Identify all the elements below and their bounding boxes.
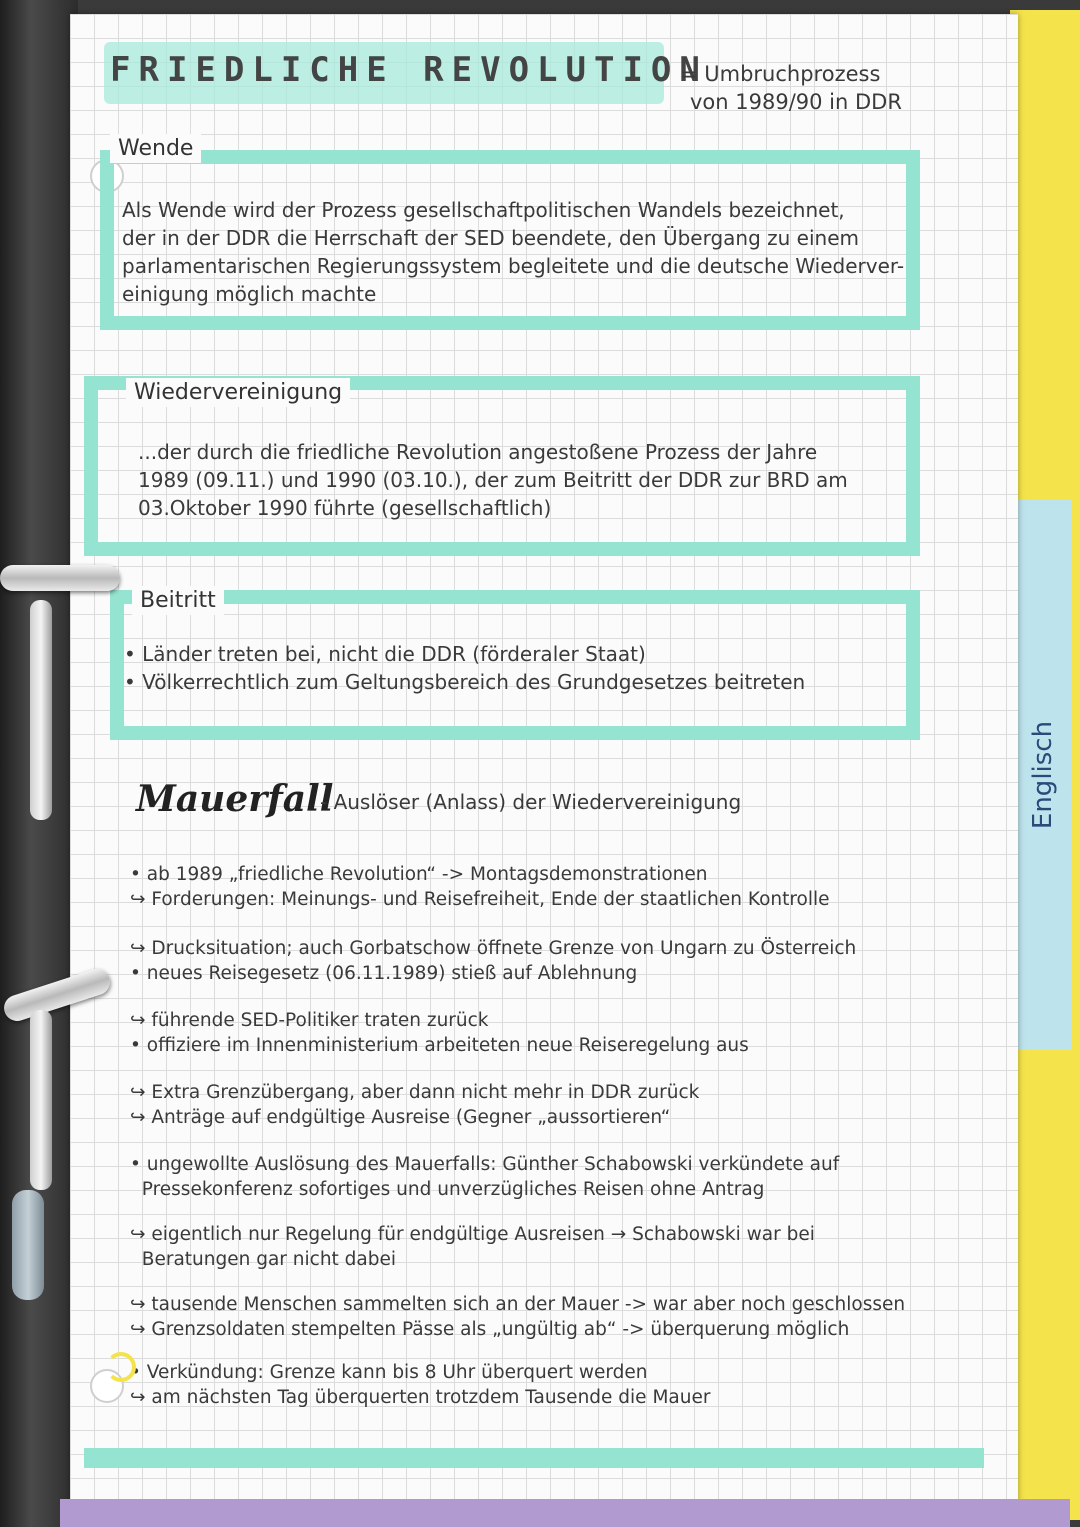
subtitle-line: = Umbruchprozess bbox=[680, 62, 881, 86]
wiedervereinigung-heading: Wiedervereinigung bbox=[126, 378, 350, 407]
divider-tab[interactable] bbox=[1014, 500, 1072, 1050]
text-line: 03.Oktober 1990 führte (gesellschaftlich) bbox=[138, 496, 552, 520]
wiedervereinigung-text bbox=[138, 438, 848, 522]
binder-lever bbox=[12, 1190, 44, 1300]
binder-rod bbox=[30, 1010, 52, 1190]
beitritt-heading: Beitritt bbox=[132, 586, 224, 615]
note-line: ↪ tausende Menschen sammelten sich an der Mauer -> war aber noch geschlossen bbox=[130, 1294, 906, 1315]
text-line: ...der durch die friedliche Revolution angestoßene Prozess der Jahre bbox=[138, 440, 818, 464]
text-line: • Länder treten bei, nicht die DDR (förderaler Staat) bbox=[124, 642, 646, 666]
note-group bbox=[130, 1292, 905, 1342]
note-line: • Verkündung: Grenze kann bis 8 Uhr überquert werden bbox=[130, 1362, 648, 1383]
note-line: • ungewollte Auslösung des Mauerfalls: Günther Schabowski verkündete auf bbox=[130, 1154, 840, 1175]
note-line: ↪ Grenzsoldaten stempelten Pässe als „ungültig ab“ -> überquerung möglich bbox=[130, 1319, 850, 1340]
note-group bbox=[130, 1222, 815, 1272]
text-line: • Völkerrechtlich zum Geltungsbereich des Grundgesetzes beitreten bbox=[124, 670, 806, 694]
note-line: ↪ Anträge auf endgültige Ausreise (Gegner „aussortieren“ bbox=[130, 1107, 671, 1128]
note-line: ↪ Forderungen: Meinungs- und Reisefreiheit, Ende der staatlichen Kontrolle bbox=[130, 889, 830, 910]
highlighter-mark bbox=[106, 1352, 136, 1382]
note-group bbox=[130, 1152, 839, 1202]
wende-text bbox=[122, 196, 904, 308]
mauerfall-subheading: - Auslöser (Anlass) der Wiedervereinigung bbox=[320, 790, 742, 814]
note-line: ↪ Drucksituation; auch Gorbatschow öffnete Grenze von Ungarn zu Österreich bbox=[130, 938, 857, 959]
binder-ring-top bbox=[0, 565, 120, 591]
note-line: • offiziere im Innenministerium arbeiteten neue Reiseregelung aus bbox=[130, 1035, 749, 1056]
text-line: Als Wende wird der Prozess gesellschaftpolitischen Wandels bezeichnet, bbox=[122, 198, 845, 222]
note-line: Beratungen gar nicht dabei bbox=[130, 1249, 397, 1270]
text-line: parlamentarischen Regierungssystem begleitete und die deutsche Wiederver- bbox=[122, 254, 905, 278]
folder-purple-edge bbox=[60, 1499, 1070, 1527]
note-line: ↪ eigentlich nur Regelung für endgültige Ausreisen → Schabowski war bei bbox=[130, 1224, 815, 1245]
subtitle-line: von 1989/90 in DDR bbox=[690, 90, 902, 114]
wende-heading: Wende bbox=[110, 134, 201, 163]
text-line: der in der DDR die Herrschaft der SED beendete, den Übergang zu einem bbox=[122, 226, 859, 250]
page-subtitle bbox=[680, 60, 902, 116]
note-line: • ab 1989 „friedliche Revolution“ -> Montagsdemonstrationen bbox=[130, 864, 708, 885]
divider-tab-label: Englisch bbox=[1028, 720, 1058, 830]
binder-rod bbox=[30, 600, 52, 820]
note-group bbox=[130, 862, 830, 912]
note-line: Pressekonferenz sofortiges und unverzügliches Reisen ohne Antrag bbox=[130, 1179, 765, 1200]
mauerfall-heading: Mauerfall bbox=[136, 778, 334, 820]
note-line: ↪ Extra Grenzübergang, aber dann nicht mehr in DDR zurück bbox=[130, 1082, 700, 1103]
text-line: 1989 (09.11.) und 1990 (03.10.), der zum Beitritt der DDR zur BRD am bbox=[138, 468, 848, 492]
note-group bbox=[130, 1360, 710, 1410]
text-line: einigung möglich machte bbox=[122, 282, 377, 306]
note-line: • neues Reisegesetz (06.11.1989) stieß auf Ablehnung bbox=[130, 963, 638, 984]
note-group bbox=[130, 1008, 749, 1058]
note-line: ↪ am nächsten Tag überquerten trotzdem Tausende die Mauer bbox=[130, 1387, 711, 1408]
note-line: ↪ führende SED-Politiker traten zurück bbox=[130, 1010, 489, 1031]
bottom-highlight-band bbox=[84, 1448, 984, 1468]
note-group bbox=[130, 1080, 699, 1130]
page-title: FRIEDLICHE REVOLUTION bbox=[110, 50, 708, 90]
beitritt-text bbox=[124, 640, 805, 696]
note-group bbox=[130, 936, 856, 986]
